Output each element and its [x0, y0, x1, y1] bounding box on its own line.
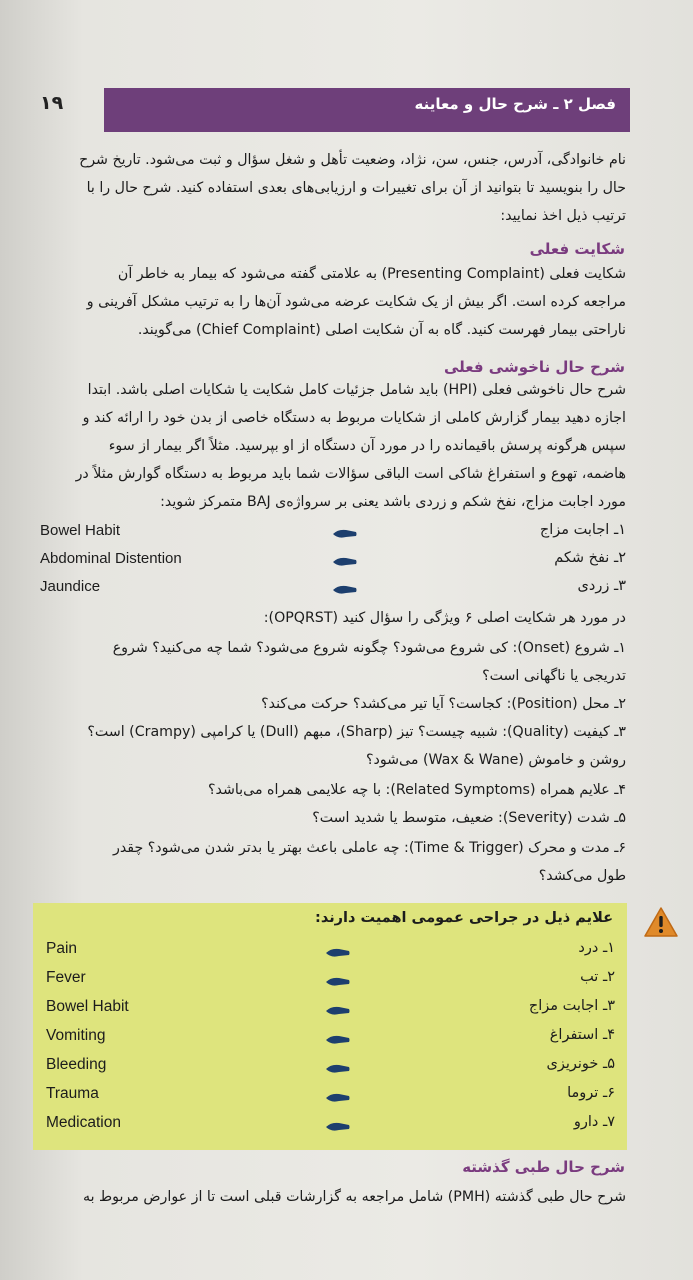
opqrst-item: روشن و خاموش (Wax & Wane) می‌شود؟ [365, 752, 626, 768]
opqrst-item: ۶ـ مدت و محرک (Time & Trigger): چه عاملی باعث بهتر یا بدتر شدن می‌شود؟ چقدر [112, 840, 626, 856]
list-item-persian: ۳ـ اجابت مزاج [528, 998, 615, 1014]
warning-triangle-icon [643, 906, 679, 942]
opqrst-item: طول می‌کشد؟ [538, 868, 626, 884]
opqrst-item: ۳ـ کیفیت (Quality): شبیه چیست؟ تیز (Sharp)، مبهم (Dull) یا کرامپی (Crampy) است؟ [87, 724, 626, 740]
list-item-english: Trauma [46, 1085, 99, 1102]
list-item-english: Medication [46, 1114, 121, 1131]
list-item-persian: ۱ـ درد [578, 940, 615, 956]
chapter-title: فصل ۲ ـ شرح حال و معاینه [414, 95, 616, 113]
list-item-english: Bowel Habit [40, 522, 121, 539]
list-item-english: Bowel Habit [46, 998, 129, 1015]
body-line: مراجعه کرده است. اگر بیش از یک شکایت عرضه می‌شود آن‌ها را به ترتیب مشکل آفرینی و [86, 294, 626, 310]
pointing-hand-icon [325, 1121, 351, 1137]
list-item [33, 1114, 627, 1142]
pointing-hand-icon [332, 584, 358, 600]
body-line: مورد اجابت مزاج، نفخ شکم و زردی باشد یعنی بر سرواژه‌ی BAJ متمرکز شوید: [160, 494, 626, 510]
opqrst-item: ۲ـ محل (Position): کجاست؟ آیا تیر می‌کشد؟ حرکت می‌کند؟ [261, 696, 626, 712]
list-item-persian: ۷ـ دارو [573, 1114, 615, 1130]
list-item [38, 578, 626, 604]
list-item-english: Abdominal Distention [40, 550, 182, 567]
list-item-english: Jaundice [40, 578, 101, 595]
list-item [33, 969, 627, 997]
opqrst-item: ۱ـ شروع (Onset): کی شروع می‌شود؟ چگونه شروع می‌شود؟ شما چه می‌کنید؟ شروع [112, 640, 626, 656]
important-symptoms-box [33, 903, 627, 1150]
intro-line: ترتیب ذیل اخذ نمایید: [500, 208, 626, 224]
body-line: اجازه دهید بیمار گزارش کاملی از شکایات مربوط به دستگاه خاصی از بدن خود را ارائه کند و [82, 410, 626, 426]
section-heading-current-complaint: شکایت فعلی [529, 240, 625, 258]
opqrst-item: ۴ـ علایم همراه (Related Symptoms): با چه علایمی همراه می‌باشد؟ [207, 782, 626, 798]
list-item-persian: ۱ـ اجابت مزاج [539, 522, 626, 538]
body-line: در مورد هر شکایت اصلی ۶ ویژگی را سؤال کنید (OPQRST): [263, 610, 626, 626]
pointing-hand-icon [332, 556, 358, 572]
list-item-persian: ۵ـ خونریزی [546, 1056, 615, 1072]
list-item-english: Fever [46, 969, 86, 986]
list-item [38, 522, 626, 548]
intro-line: حال را بنویسید تا بتوانید از آن برای تغییرات و ارزیابی‌های بعدی استفاده کنید. شرح حال را با [86, 180, 626, 196]
list-item [33, 940, 627, 968]
box-title: علایم ذیل در جراحی عمومی اهمیت دارند: [315, 910, 613, 926]
pointing-hand-icon [325, 947, 351, 963]
list-item-persian: ۴ـ استفراغ [549, 1027, 615, 1043]
list-item-persian: ۳ـ زردی [577, 578, 626, 594]
list-item [38, 550, 626, 576]
pointing-hand-icon [325, 1092, 351, 1108]
body-line: سپس هرگونه پرسش باقیمانده را در مورد آن دستگاه از او بپرسید. مثلاً اگر بیمار از سوء [108, 438, 626, 454]
pointing-hand-icon [325, 1034, 351, 1050]
list-item [33, 1027, 627, 1055]
list-item-english: Vomiting [46, 1027, 106, 1044]
body-line: ناراحتی بیمار فهرست کنید. گاه به آن شکایت اصلی (Chief Complaint) می‌گویند. [137, 322, 626, 338]
list-item-persian: ۲ـ تب [580, 969, 615, 985]
pointing-hand-icon [325, 976, 351, 992]
section-heading-pmh: شرح حال طبی گذشته [462, 1158, 625, 1176]
opqrst-item: تدریجی یا ناگهانی است؟ [482, 668, 626, 684]
list-item-persian: ۶ـ تروما [567, 1085, 615, 1101]
page-number: ۱۹ [40, 92, 64, 114]
list-item [33, 998, 627, 1026]
pointing-hand-icon [325, 1063, 351, 1079]
list-item-english: Bleeding [46, 1056, 107, 1073]
list-item-persian: ۲ـ نفخ شکم [554, 550, 626, 566]
opqrst-item: ۵ـ شدت (Severity): ضعیف، متوسط یا شدید است؟ [312, 810, 626, 826]
pointing-hand-icon [325, 1005, 351, 1021]
section-heading-hpi: شرح حال ناخوشی فعلی [443, 358, 625, 376]
body-line: شکایت فعلی (Presenting Complaint) به علامتی گفته می‌شود که بیمار به خاطر آن [117, 266, 626, 282]
chapter-header-bar [104, 88, 630, 132]
intro-line: نام خانوادگی، آدرس، جنس، سن، نژاد، وضعیت تأهل و شغل سؤال و ثبت می‌شود. تاریخ شرح [79, 152, 626, 168]
pointing-hand-icon [332, 528, 358, 544]
body-line: شرح حال ناخوشی فعلی (HPI) باید شامل جزئیات کامل شکایت یا شکایات اصلی باشد. ابتدا [87, 382, 626, 398]
list-item [33, 1056, 627, 1084]
list-item [33, 1085, 627, 1113]
list-item-english: Pain [46, 940, 78, 957]
body-line: شرح حال طبی گذشته (PMH) شامل مراجعه به گزارشات قبلی است تا از عوارض مربوط به [82, 1189, 626, 1205]
body-line: هاضمه، تهوع و استفراغ شاکی است الباقی سؤالات شما باید مربوط به دستگاه گوارش مثلاً در [75, 466, 626, 482]
